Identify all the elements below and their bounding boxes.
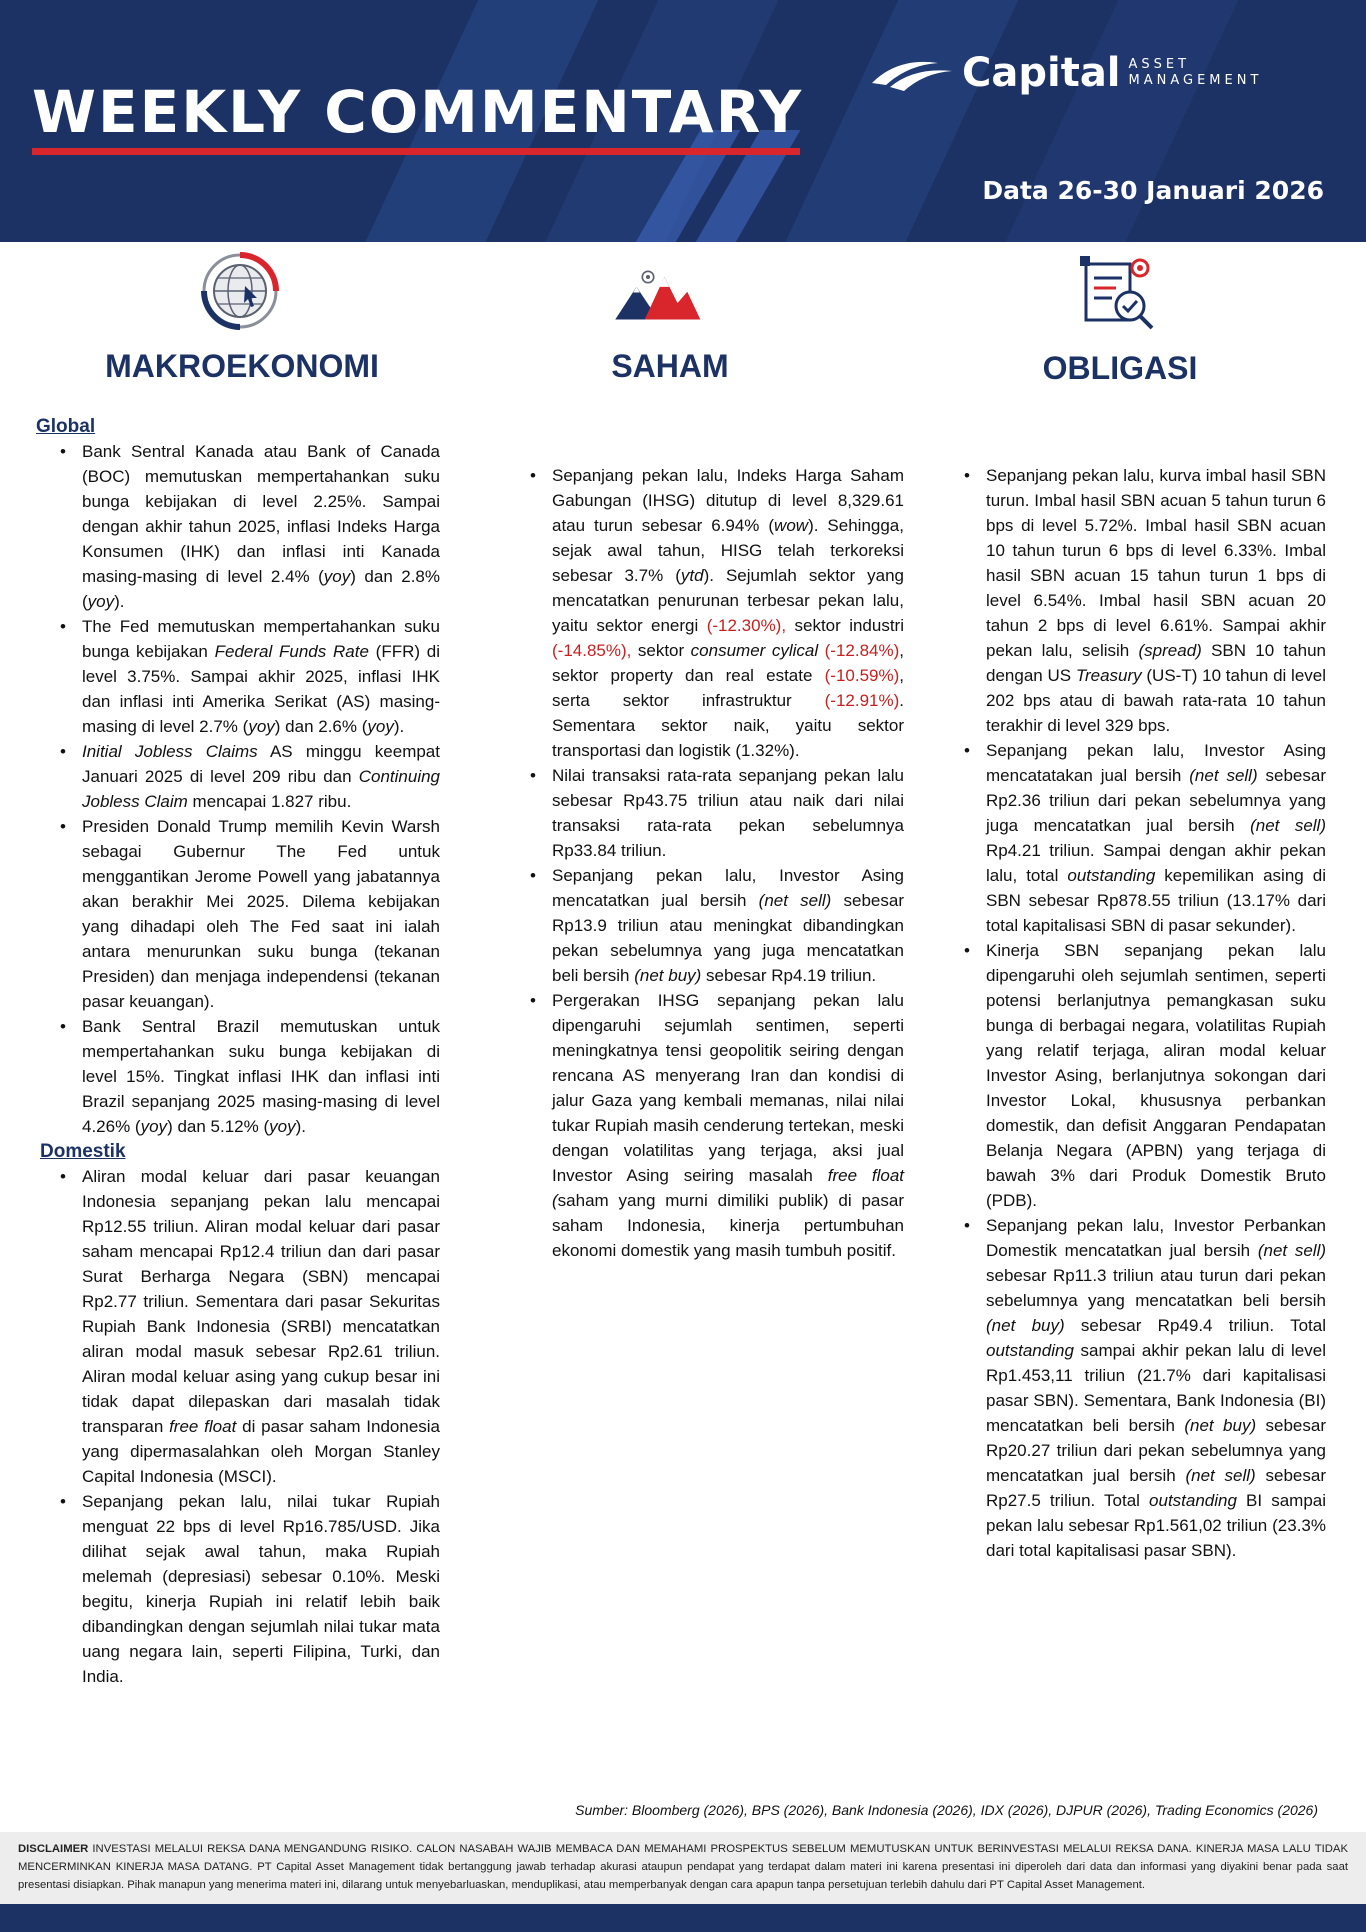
list-item: • Bank Sentral Brazil memutuskan untuk mempertahankan suku bunga kebijakan di level 15%. Tingkat inflasi IHK dan inflasi inti Brazil sepanjang 2025 masing-masing di level 4.26% (yoy) dan 5.12% (yoy). xyxy=(42,1014,440,1139)
title-underline xyxy=(32,148,800,155)
column-title-makroekonomi: MAKROEKONOMI xyxy=(105,348,379,384)
global-list xyxy=(42,439,440,1139)
obligasi-column xyxy=(946,463,1326,1563)
list-item: • Sepanjang pekan lalu, Investor Asing mencatatkan jual bersih (net sell) sebesar Rp13.9 triliun atau meningkat dibandingkan pekan sebelumnya yang juga mencatatkan beli bersih (net buy) sebesar Rp4.19 triliun. xyxy=(512,863,904,988)
list-item: • Bank Sentral Kanada atau Bank of Canada (BOC) memutuskan mempertahankan suku bunga kebijakan di level 2.25%. Sampai dengan akhir tahun 2025, inflasi Indeks Harga Konsumen (IHK) dan inflasi inti Kanada masing-masing di level 2.4% (yoy) dan 2.8% (yoy). xyxy=(42,439,440,614)
disclaimer-label: DISCLAIMER xyxy=(18,1843,89,1855)
header-decor xyxy=(992,0,1247,242)
logo-sub-line-1: ASSET xyxy=(1128,57,1191,72)
list-item: • Sepanjang pekan lalu, nilai tukar Rupiah menguat 22 bps di level Rp16.785/USD. Jika dilihat sejak awal tahun, maka Rupiah melemah (depresiasi) sebesar 0.10%. Meski begitu, kinerja Rupiah ini relatif lebih baik dibandingkan dengan sejumlah nilai tukar mata uang negara lain, seperti Filipina, Turki, dan India. xyxy=(42,1489,440,1689)
list-item: • Kinerja SBN sepanjang pekan lalu dipengaruhi oleh sejumlah sentimen, seperti potensi berlanjutnya pemangkasan suku bunga di berbagai negara, volatilitas Rupiah yang relatif terjaga, aliran modal keluar Investor Asing, berlanjutnya sokongan dari Investor Lokal, khususnya perbankan domestik, dan defisit Anggaran Pendapatan Belanja Negara (APBN) yang terjaga di bawah 3% dari Produk Domestik Bruto (PDB). xyxy=(946,938,1326,1213)
obligasi-list xyxy=(946,463,1326,1563)
list-item: • Sepanjang pekan lalu, Investor Perbankan Domestik mencatatkan jual bersih (net sell) sebesar Rp11.3 triliun atau turun dari pekan sebelumnya yang mencatatkan beli bersih (net buy) sebesar Rp49.4 triliun. Total outstanding sampai akhir pekan lalu di level Rp1.453,11 triliun (21.7% dari kapitalisasi pasar SBN). Sementara, Bank Indonesia (BI) mencatatkan beli bersih (net buy) sebesar Rp20.27 triliun dari pekan sebelumnya yang mencatatkan jual bersih (net sell) sebesar Rp27.5 triliun. Total outstanding BI sampai pekan lalu sebesar Rp1.561,02 triliun (23.3% dari total kapitalisasi pasar SBN). xyxy=(946,1213,1326,1563)
logo-brand-sub xyxy=(1129,57,1263,89)
column-title-saham: SAHAM xyxy=(611,348,729,384)
makroekonomi-column xyxy=(36,414,441,1689)
section-head-domestik: Domestik xyxy=(40,1141,126,1162)
section-head-global: Global xyxy=(36,416,96,437)
list-item: • Initial Jobless Claims AS minggu keempat Januari 2025 di level 209 ribu dan Continuing Jobless Claim mencapai 1.827 ribu. xyxy=(42,739,440,814)
globe-icon xyxy=(195,246,285,336)
domestik-list xyxy=(42,1164,440,1689)
source-note: Sumber: Bloomberg (2026), BPS (2026), Bank Indonesia (2026), IDX (2026), DJPUR (2026), Trading Economics (2026) xyxy=(575,1802,1318,1818)
company-logo xyxy=(868,50,1262,96)
mountain-chart-icon xyxy=(612,250,702,340)
saham-list xyxy=(512,463,904,1263)
list-item: • Nilai transaksi rata-rata sepanjang pekan lalu sebesar Rp43.75 triliun atau naik dari nilai transaksi rata-rata pekan sebelumnya Rp33.84 triliun. xyxy=(512,763,904,863)
list-item: • Pergerakan IHSG sepanjang pekan lalu dipengaruhi sejumlah sentimen, seperti meningkatnya tensi geopolitik seiring dengan rencana AS menyerang Iran dan kondisi di jalur Gaza yang kembali memanas, nilai nilai tukar Rupiah masih cenderung tertekan, meski dengan volatilitas yang terjaga, aksi jual Investor Asing seiring masalah free float (saham yang murni dimiliki publik) di pasar saham Indonesia, kinerja pertumbuhan ekonomi domestik yang masih tumbuh positif. xyxy=(512,988,904,1263)
disclaimer-body: PT Capital Asset Management tidak bertanggung jawab terhadap akurasi ataupun pendapat yang terdapat dalam materi ini karena presentasi ini diperoleh dari data dan informasi yang diyakini benar pada saat presentasi disiapkan. Pihak manapun yang menerima materi ini, dilarang untuk menyebarluaskan, menduplikasi, atau memperbanyak dengan cara apapun tanpa persetujuan terlebih dahulu dari PT Capital Asset Management. xyxy=(18,1861,1348,1891)
logo-mark-icon xyxy=(868,53,956,93)
footer-bar xyxy=(0,1904,1366,1932)
logo-sub-line-2: MANAGEMENT xyxy=(1128,73,1263,88)
disclaimer xyxy=(0,1832,1366,1904)
report-date: Data 26-30 Januari 2026 xyxy=(982,176,1324,205)
logo-brand-name: Capital xyxy=(962,50,1121,96)
page-title: WEEKLY COMMENTARY xyxy=(32,78,804,146)
list-item: • Sepanjang pekan lalu, kurva imbal hasil SBN turun. Imbal hasil SBN acuan 5 tahun turun 6 bps di level 5.72%. Imbal hasil SBN acuan 10 tahun turun 6 bps di level 6.33%. Imbal hasil SBN acuan 15 tahun turun 1 bps di level 6.54%. Imbal hasil SBN acuan 20 tahun 2 bps di level 6.61%. Sampai akhir pekan lalu, selisih (spread) SBN 10 tahun dengan US Treasury (US-T) 10 tahun di level 202 bps atau di bawah rata-rata 10 tahun terakhir di level 329 bps. xyxy=(946,463,1326,738)
header-banner xyxy=(0,0,1366,242)
list-item: • The Fed memutuskan mempertahankan suku bunga kebijakan Federal Funds Rate (FFR) di level 3.75%. Sampai akhir 2025, inflasi IHK dan inflasi inti Amerika Serikat (AS) masing-masing di level 2.7% (yoy) dan 2.6% (yoy). xyxy=(42,614,440,739)
header-decor xyxy=(772,0,1027,242)
saham-column xyxy=(512,463,904,1263)
list-item: • Sepanjang pekan lalu, Investor Asing mencatatakan jual bersih (net sell) sebesar Rp2.36 triliun dari pekan sebelumnya yang juga mencatatkan jual bersih (net sell) Rp4.21 triliun. Sampai dengan akhir pekan lalu, total outstanding kepemilikan asing di SBN sebesar Rp878.55 triliun (13.17% dari total kapitalisasi SBN di pasar sekunder). xyxy=(946,738,1326,938)
list-item: • Sepanjang pekan lalu, Indeks Harga Saham Gabungan (IHSG) ditutup di level 8,329.61 atau turun sebesar 6.94% (wow). Sehingga, sejak awal tahun, HISG telah terkoreksi sebesar 3.7% (ytd). Sejumlah sektor yang mencatatkan penurunan terbesar pekan lalu, yaitu sektor energi (-12.30%), sektor industri (-14.85%), sektor consumer cylical (-12.84%), sektor property dan real estate (-10.59%), serta sektor infrastruktur (-12.91%). Sementara sektor naik, yaitu sektor transportasi dan logistik (1.32%). xyxy=(512,463,904,763)
disclaimer-caps: INVESTASI MELALUI REKSA DANA MENGANDUNG RISIKO. CALON NASABAH WAJIB MEMBACA DAN MEMAHAMI PROSPEKTUS SEBELUM MEMUTUSKAN UNTUK BERINVESTASI MELALUI REKSA DANA. KINERJA MASA LALU TIDAK MENCERMINKAN KINERJA MASA DATANG. xyxy=(18,1843,1348,1873)
column-title-obligasi: OBLIGASI xyxy=(1042,350,1198,386)
document-analysis-icon xyxy=(1072,250,1162,340)
list-item: • Aliran modal keluar dari pasar keuangan Indonesia sepanjang pekan lalu mencapai Rp12.55 triliun. Aliran modal keluar dari pasar saham mencapai Rp12.4 triliun dan dari pasar Surat Berharga Negara (SBN) mencapai Rp2.77 triliun. Sementara dari pasar Sekuritas Rupiah Bank Indonesia (SRBI) mencatatkan aliran modal masuk sebesar Rp2.61 triliun. Aliran modal keluar asing yang cukup besar ini tidak dapat dilepaskan dari masalah tidak transparan free float di pasar saham Indonesia yang dipermasalahkan oleh Morgan Stanley Capital Indonesia (MSCI). xyxy=(42,1164,440,1489)
list-item: • Presiden Donald Trump memilih Kevin Warsh sebagai Gubernur The Fed untuk menggantikan Jerome Powell yang jabatannya akan berakhir Mei 2025. Dilema kebijakan yang dihadapi oleh The Fed saat ini ialah antara menurunkan suku bunga (tekanan Presiden) dan menjaga independensi (tekanan pasar keuangan). xyxy=(42,814,440,1014)
